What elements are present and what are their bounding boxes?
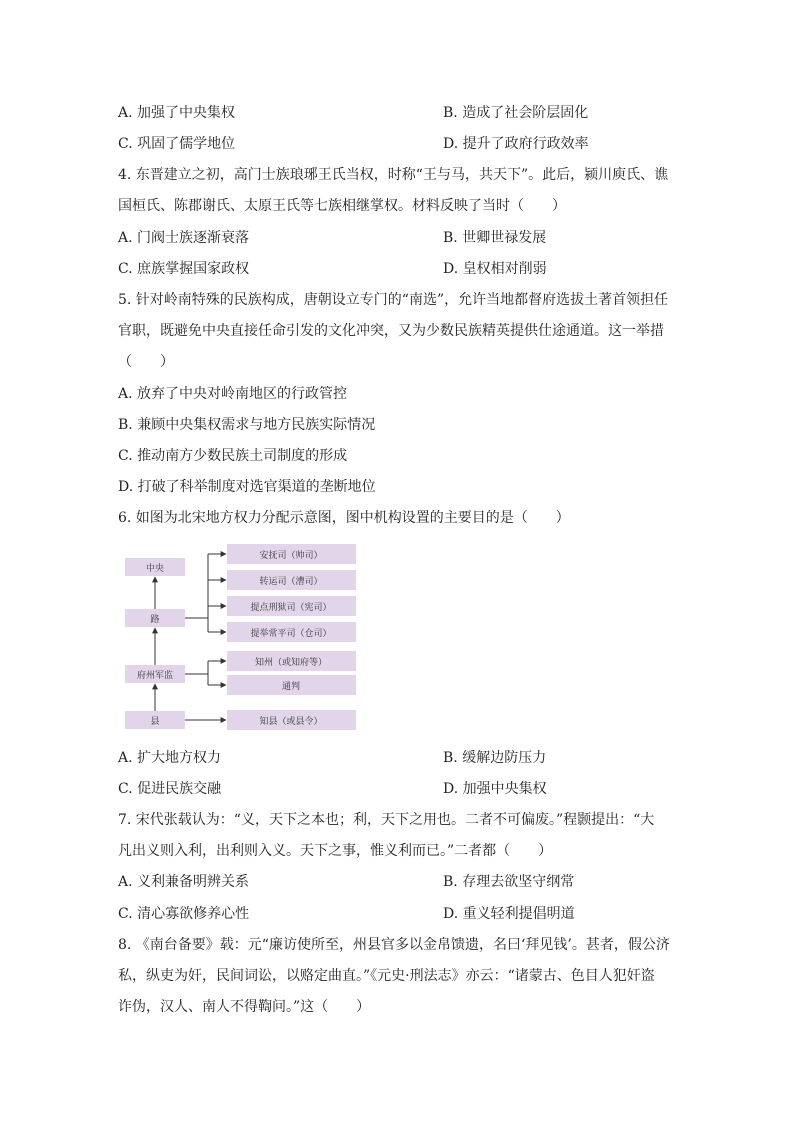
question-6-stem: 6. 如图为北宋地方权力分配示意图，图中机构设置的主要目的是（ ） [118, 510, 570, 526]
option-c: C. 庶族掌握国家政权 [118, 261, 250, 277]
option-c: C. 促进民族交融 [118, 781, 222, 797]
question-4-stem-line: 4. 东晋建立之初，高门士族琅琊王氏当权，时称“王与马，共天下”。此后，颍川庾氏、谯 [118, 167, 669, 183]
option-c: C. 清心寡欲修养心性 [118, 906, 250, 922]
fu-office-label: 知州（或知府等） [254, 658, 328, 668]
lu-office-label: 提点刑狱司（宪司） [250, 603, 332, 613]
question-8-stem-line: 私，纵吏为奸，民间词讼，以赂定曲直。”《元史·刑法志》亦云：“诸蒙古、色目人犯奸盗 [118, 968, 655, 984]
option-b: B. 兼顾中央集权需求与地方民族实际情况 [118, 417, 376, 433]
option-d: D. 加强中央集权 [443, 781, 547, 797]
fu-office-label: 通判 [281, 682, 301, 692]
central-label: 中央 [145, 564, 165, 574]
lu-label: 路 [150, 615, 160, 625]
option-b: B. 缓解边防压力 [443, 750, 547, 766]
question-4-stem-line: 国桓氏、陈郡谢氏、太原王氏等七族相继掌权。材料反映了当时（ ） [118, 198, 566, 214]
option-b: B. 存理去欲坚守纲常 [443, 874, 575, 890]
question-8-stem-line: 诈伪，汉人、南人不得鞫问。”这（ ） [118, 999, 371, 1015]
question-5-stem-line: 官职，既避免中央直接任命引发的文化冲突，又为少数民族精英提供仕途通道。这一举措 [118, 323, 664, 339]
question-8-stem-line: 8. 《南台备要》载：元“廉访使所至，州县官多以金帛馈遗，名曰‘拜见钱’。甚者，假公济 [118, 937, 670, 953]
xian-office-label: 知县（或县令） [259, 717, 323, 727]
option-d: D. 打破了科举制度对选官渠道的垄断地位 [118, 479, 376, 495]
option-b: B. 造成了社会阶层固化 [443, 105, 589, 121]
fu-label: 府州军监 [136, 671, 174, 681]
option-d: D. 重义轻利提倡明道 [443, 906, 575, 922]
lu-office-label: 提举常平司（仓司） [250, 629, 332, 639]
option-d: D. 皇权相对削弱 [443, 261, 547, 277]
option-a: A. 门阀士族逐渐衰落 [118, 230, 250, 246]
question-5-stem-line: （ ） [118, 354, 174, 370]
option-b: B. 世卿世禄发展 [443, 230, 547, 246]
option-d: D. 提升了政府行政效率 [443, 136, 589, 152]
question-7-stem-line: 凡出义则入利，出利则入义。天下之事，惟义利而已。”二者都（ ） [118, 843, 553, 859]
option-a: A. 放弃了中央对岭南地区的行政管控 [118, 386, 348, 402]
option-c: C. 推动南方少数民族土司制度的形成 [118, 448, 348, 464]
xian-label: 县 [150, 717, 160, 727]
option-a: A. 扩大地方权力 [118, 750, 222, 766]
lu-office-label: 安抚司（帅司） [259, 551, 323, 561]
option-a: A. 义利兼备明辨关系 [118, 874, 250, 890]
question-7-stem-line: 7. 宋代张载认为：“义，天下之本也；利，天下之用也。二者不可偏废。”程颢提出：“大 [118, 812, 655, 828]
option-c: C. 巩固了儒学地位 [118, 136, 236, 152]
option-a: A. 加强了中央集权 [118, 105, 236, 121]
song-local-power-diagram [118, 538, 363, 734]
lu-office-label: 转运司（漕司） [259, 577, 323, 587]
question-5-stem-line: 5. 针对岭南特殊的民族构成，唐朝设立专门的“南选”，允许当地都督府选拔土著首领担任 [118, 292, 669, 308]
